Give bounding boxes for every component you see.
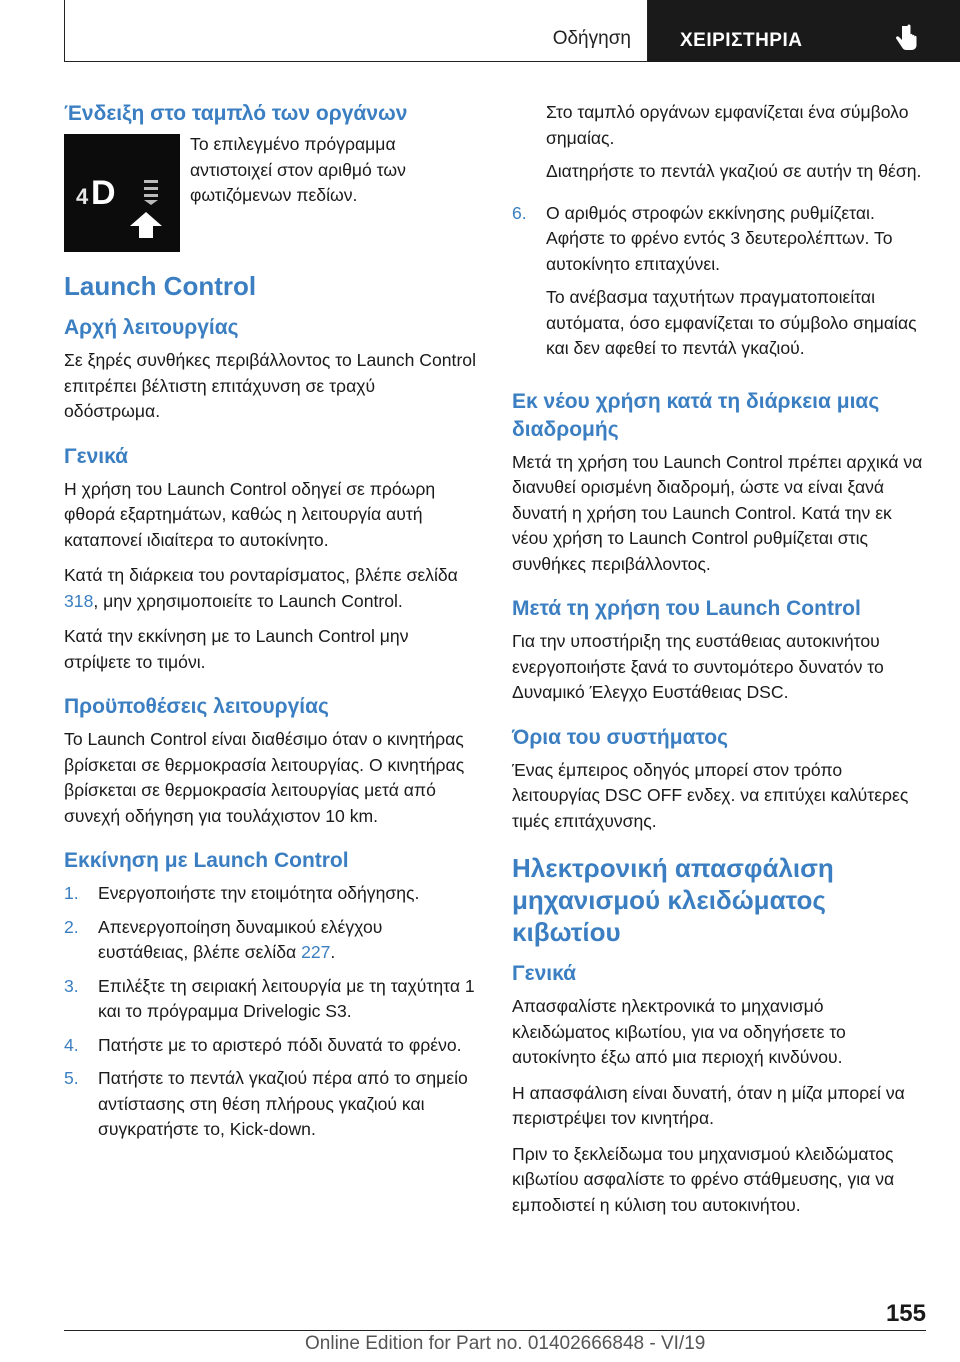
- step-number-spacer: [512, 100, 546, 193]
- general-paragraph: Κατά την εκκίνηση με το Launch Control μην στρίψετε το τιμόνι.: [64, 626, 409, 672]
- principle-text: Σε ξηρές συνθήκες περιβάλλοντος το Launch Control επιτρέπει βέλτιστη επιτάχυνση σε τραχύ οδόστρωμα.: [64, 350, 476, 421]
- level-bar: [144, 194, 158, 197]
- reuse-text: Μετά τη χρήση του Launch Control πρέπει αρχικά να διανυθεί ορισμένη διαδρομή, ώστε να είναι ξανά δυνατή η χρήση του Launch Control. Κατά την εκ νέου χρήση το Launch Control ρυθμίζεται στις συνθήκες περιβάλλοντος.: [512, 451, 923, 574]
- hand-icon: [894, 24, 918, 54]
- display-text: Το επιλεγμένο πρόγραμμα αντιστοιχεί στον αριθμό των φωτιζόμενων πεδίων.: [190, 134, 406, 205]
- list-item: [64, 1066, 476, 1143]
- list-item: [64, 881, 476, 907]
- right-column: [512, 100, 926, 1228]
- page-header: [64, 0, 960, 64]
- gear-lock-paragraph: Πριν το ξεκλείδωμα του μηχανισμού κλειδώματος κιβωτίου ασφαλίστε το φρένο στάθμευσης, για να εμποδιστεί η κύλιση του αυτοκινήτου.: [512, 1143, 895, 1215]
- gear-letter: D: [91, 174, 116, 212]
- page-link-227[interactable]: 227: [301, 942, 331, 962]
- edition-text: Online Edition for Part no. 01402666848 - VI/19: [305, 1333, 706, 1354]
- page-link-318[interactable]: 318: [64, 590, 94, 611]
- footer-divider: [64, 1330, 926, 1331]
- gear-lock-general-heading: Γενικά: [512, 962, 577, 985]
- step-paragraph: Διατηρήστε το πεντάλ γκαζιού σε αυτήν τη θέση.: [546, 161, 922, 181]
- upshift-arrow-icon: [130, 212, 162, 238]
- limits-heading: Όρια του συστήματος: [512, 725, 729, 749]
- level-chevron: [144, 200, 158, 205]
- step-body: [546, 100, 926, 193]
- step-text: [98, 915, 476, 966]
- principle-heading: Αρχή λειτουργίας: [64, 316, 239, 339]
- steps-list: [64, 881, 476, 1143]
- list-item: [64, 974, 476, 1025]
- step-number: 5.: [64, 1068, 79, 1088]
- step-text: Πατήστε με το αριστερό πόδι δυνατά το φρένο.: [98, 1034, 462, 1055]
- text-run: Απενεργοποίηση δυναμικού ελέγχου ευστάθειας, βλέπε σελίδα: [98, 916, 383, 962]
- level-bar: [144, 187, 158, 190]
- reuse-heading: Εκ νέου χρήση κατά τη διάρκεια μιας διαδρομής: [512, 389, 880, 441]
- display-heading: Ένδειξη στο ταμπλό των οργάνων: [64, 102, 408, 125]
- step-number: 3.: [64, 975, 79, 996]
- general-paragraph-run-in: [64, 563, 476, 614]
- after-use-text: Για την υποστήριξη της ευστάθειας αυτοκινήτου ενεργοποιήστε ξανά το συντομότερο δυνατόν το Δυναμικό Έλεγχο Ευστάθειας DSC.: [512, 631, 884, 702]
- chapter-title: ΧΕΙΡΙΣΤΗΡΙΑ: [680, 30, 803, 51]
- step-number: 2.: [64, 916, 79, 937]
- gear-lock-paragraph: Απασφαλίστε ηλεκτρονικά το μηχανισμό κλειδώματος κιβωτίου, για να οδηγήσετε το αυτοκίνητο έξω από μια περιοχή κινδύνου.: [512, 996, 846, 1067]
- gear-digit: 4: [76, 184, 89, 209]
- gear-display-graphic: [64, 134, 180, 252]
- gear-display-image: [64, 134, 180, 252]
- text-run: , μην χρησιμοποιείτε το Launch Control.: [93, 590, 403, 611]
- step-text: Ενεργοποιήστε την ετοιμότητα οδήγησης.: [98, 883, 420, 903]
- prerequisites-text: Το Launch Control είναι διαθέσιμο όταν ο κινητήρας βρίσκεται σε θερμοκρασία λειτουργίας. Ο κινητήρας βρίσκεται σε θερμοκρασία λειτουργίας μετά από συνεχή οδήγηση για τουλάχιστον 10 km.: [64, 729, 465, 826]
- gear-lock-paragraph: Η απασφάλιση είναι δυνατή, όταν η μίζα μπορεί να περιστρέψει τον κινητήρα.: [512, 1082, 905, 1128]
- step-paragraph: Στο ταμπλό οργάνων εμφανίζεται ένα σύμβολο σημαίας.: [546, 102, 909, 148]
- step-body: [546, 201, 926, 370]
- list-item: [512, 201, 926, 370]
- step-number: 1.: [64, 883, 79, 903]
- limits-text: Ένας έμπειρος οδηγός μπορεί στον τρόπο λειτουργίας DSC OFF ενδεχ. να επιτύχει καλύτερες τιμές επιτάχυνσης.: [512, 759, 909, 831]
- after-use-heading: Μετά τη χρήση του Launch Control: [512, 597, 861, 620]
- step-text: Πατήστε το πεντάλ γκαζιού πέρα από το σημείο αντίστασης στη θέση πλήρους γκαζιού και συγκρατήστε το, Kick-down.: [98, 1068, 468, 1139]
- section-title: Οδήγηση: [552, 28, 631, 49]
- general-heading: Γενικά: [64, 444, 129, 468]
- left-column: [64, 100, 476, 1151]
- prerequisites-heading: Προϋποθέσεις λειτουργίας: [64, 695, 329, 718]
- general-paragraph: Η χρήση του Launch Control οδηγεί σε πρόωρη φθορά εξαρτημάτων, καθώς η λειτουργία αυτή καταπονεί ιδιαίτερα το αυτοκίνητο.: [64, 478, 436, 550]
- step-number: 6.: [512, 202, 527, 223]
- section-box: [64, 0, 648, 62]
- text-run: .: [330, 942, 336, 962]
- level-bar: [144, 180, 158, 183]
- list-item: [64, 915, 476, 966]
- display-row: [64, 134, 476, 252]
- launch-control-title: Launch Control: [64, 271, 257, 301]
- start-heading: Εκκίνηση με Launch Control: [64, 849, 349, 872]
- page-number: 155: [885, 1300, 926, 1327]
- step-number: 4.: [64, 1034, 79, 1055]
- list-item: [64, 1033, 476, 1059]
- step-paragraph: Ο αριθμός στροφών εκκίνησης ρυθμίζεται. Αφήστε το φρένο εντός 3 δευτερολέπτων. Το αυτοκίνητο επιταχύνει.: [546, 202, 893, 274]
- chapter-tab: [648, 0, 960, 62]
- gear-lock-title: Ηλεκτρονική απασφάλιση μηχανισμού κλειδώματος κιβωτίου: [512, 853, 834, 947]
- text-run: Κατά τη διάρκεια του ρονταρίσματος, βλέπε σελίδα: [64, 565, 458, 585]
- step-paragraph: Το ανέβασμα ταχυτήτων πραγματοποιείται αυτόματα, όσο εμφανίζεται το σύμβολο σημαίας και δεν αφεθεί το πεντάλ γκαζιού.: [546, 287, 917, 358]
- step-text: Επιλέξτε τη σειριακή λειτουργία με τη ταχύτητα 1 και το πρόγραμμα Drivelogic S3.: [98, 975, 475, 1021]
- list-item-continued: [512, 100, 926, 193]
